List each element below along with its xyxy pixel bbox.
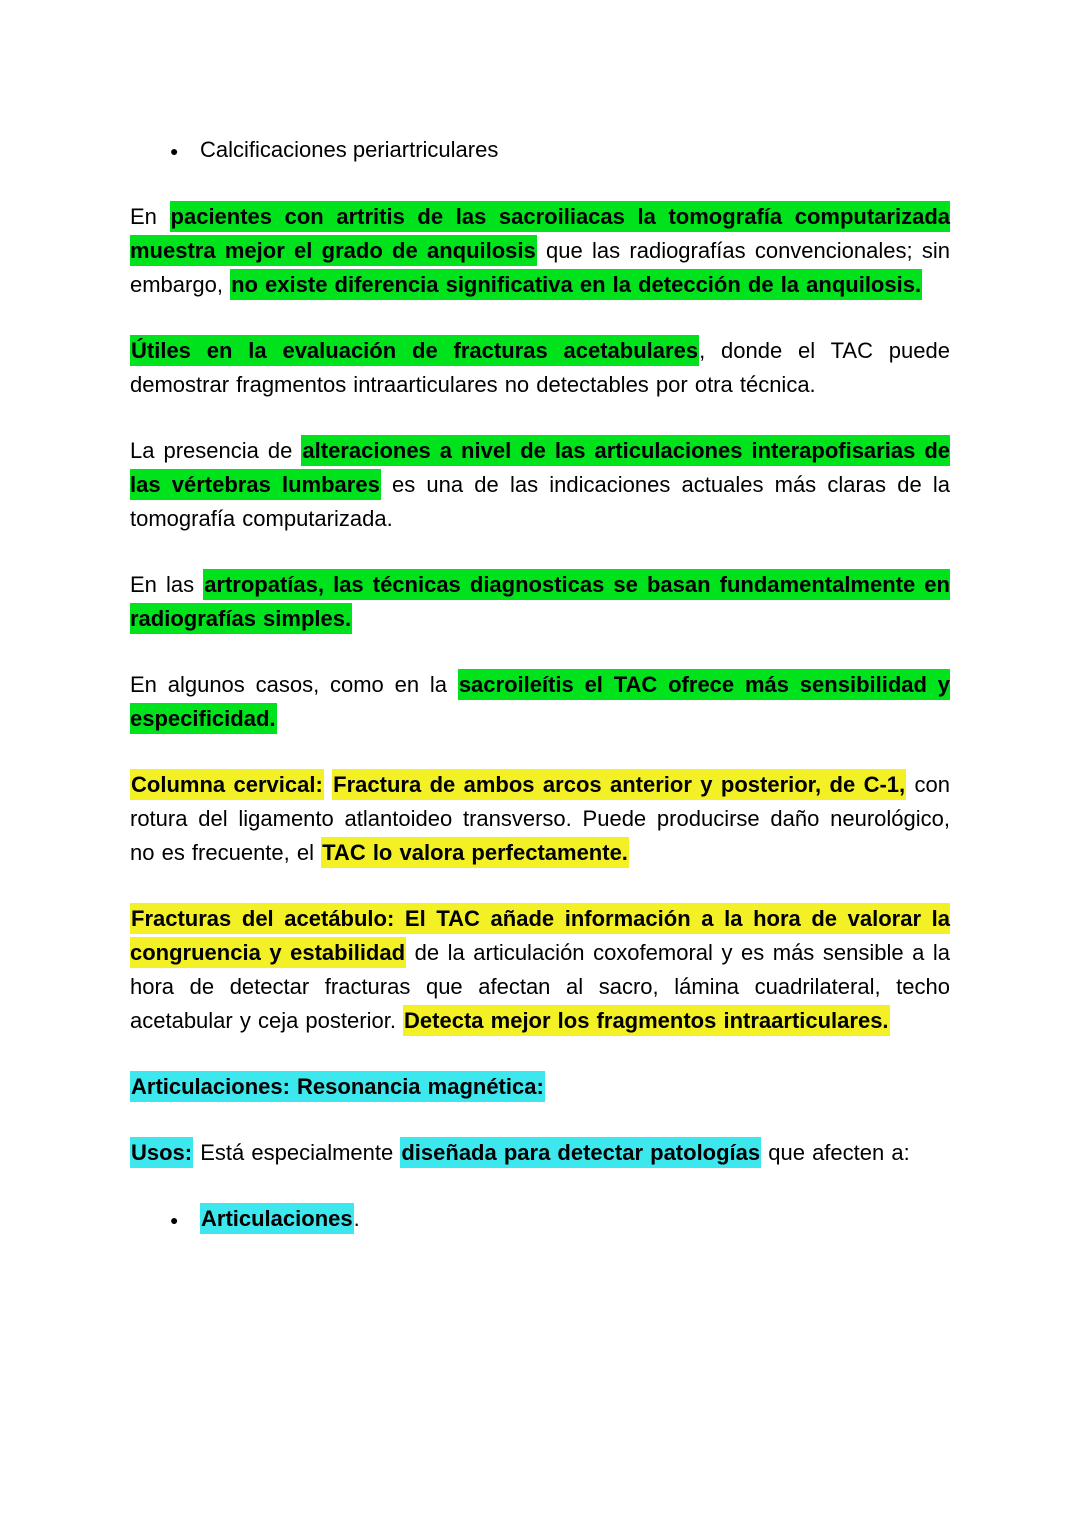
highlighted-text-green: sacroileítis el TAC ofrece más sensibilidad y especificidad. [130,669,950,734]
text-segment: La presencia de [130,438,302,463]
text-segment: . [353,1206,360,1231]
highlighted-text-green: alteraciones a nivel de las articulaciones interapofisarias de las vértebras lumbares [130,435,950,500]
highlighted-text-cyan: Articulaciones: Resonancia magnética: [130,1071,545,1102]
text-segment [324,772,332,797]
document-body [130,133,950,1269]
bullet-icon: ● [170,143,179,159]
highlighted-text-green: artropatías, las técnicas diagnosticas se basan fundamentalmente en radiografías simples. [130,569,950,634]
text-segment: Está especialmente [193,1140,401,1165]
paragraph [130,568,950,636]
text-segment: En las [130,572,204,597]
highlighted-text-green: Útiles en la evaluación de fracturas acetabulares [130,335,699,366]
paragraph [130,768,950,870]
text-segment: que afecten a: [761,1140,910,1165]
highlighted-text-yellow: Fracturas del acetábulo: El TAC añade información a la hora de valorar la congruencia y estabilidad [130,903,950,968]
bullet-icon: ● [170,1212,179,1228]
highlighted-text-yellow: Columna cervical: [130,769,324,800]
text-segment: Calcificaciones periartriculares [200,137,499,162]
text-segment: , donde el TAC puede demostrar fragmentos intraarticulares no detectables por otra técnica. [130,338,950,397]
highlighted-text-yellow: TAC lo valora perfectamente. [321,837,629,868]
text-segment: que las radiografías convencionales; sin embargo, [130,238,950,297]
list-item-text [200,1203,360,1234]
highlighted-text-cyan: diseñada para detectar patologías [400,1137,761,1168]
highlighted-text-green: pacientes con artritis de las sacroiliacas la tomografía computarizada muestra mejor el grado de anquilosis [130,201,950,266]
text-segment: En algunos casos, como en la [130,672,458,697]
paragraph [130,434,950,536]
highlighted-text-green: no existe diferencia significativa en la detección de la anquilosis. [230,269,922,300]
paragraph [130,668,950,736]
list-item [130,1202,950,1237]
paragraph [130,200,950,302]
list-item-text [200,137,498,162]
text-segment: de la articulación coxofemoral y es más sensible a la hora de detectar fracturas que afectan al sacro, lámina cuadrilateral, techo acetabular y ceja posterior. [130,940,951,1033]
text-segment: En [130,204,170,229]
list-item [130,133,950,168]
paragraph [130,902,950,1038]
highlighted-text-cyan: Usos: [130,1137,193,1168]
paragraph [130,1070,950,1104]
text-segment: es una de las indicaciones actuales más claras de la tomografía computarizada. [130,472,950,531]
highlighted-text-cyan: Articulaciones [200,1203,354,1234]
paragraph [130,334,950,402]
highlighted-text-yellow: Fractura de ambos arcos anterior y posterior, de C-1, [332,769,906,800]
highlighted-text-yellow: Detecta mejor los fragmentos intraarticulares. [403,1005,890,1036]
text-segment: con rotura del ligamento atlantoideo transverso. Puede producirse daño neurológico, no es frecuente, el [130,772,950,865]
paragraph [130,1136,950,1170]
